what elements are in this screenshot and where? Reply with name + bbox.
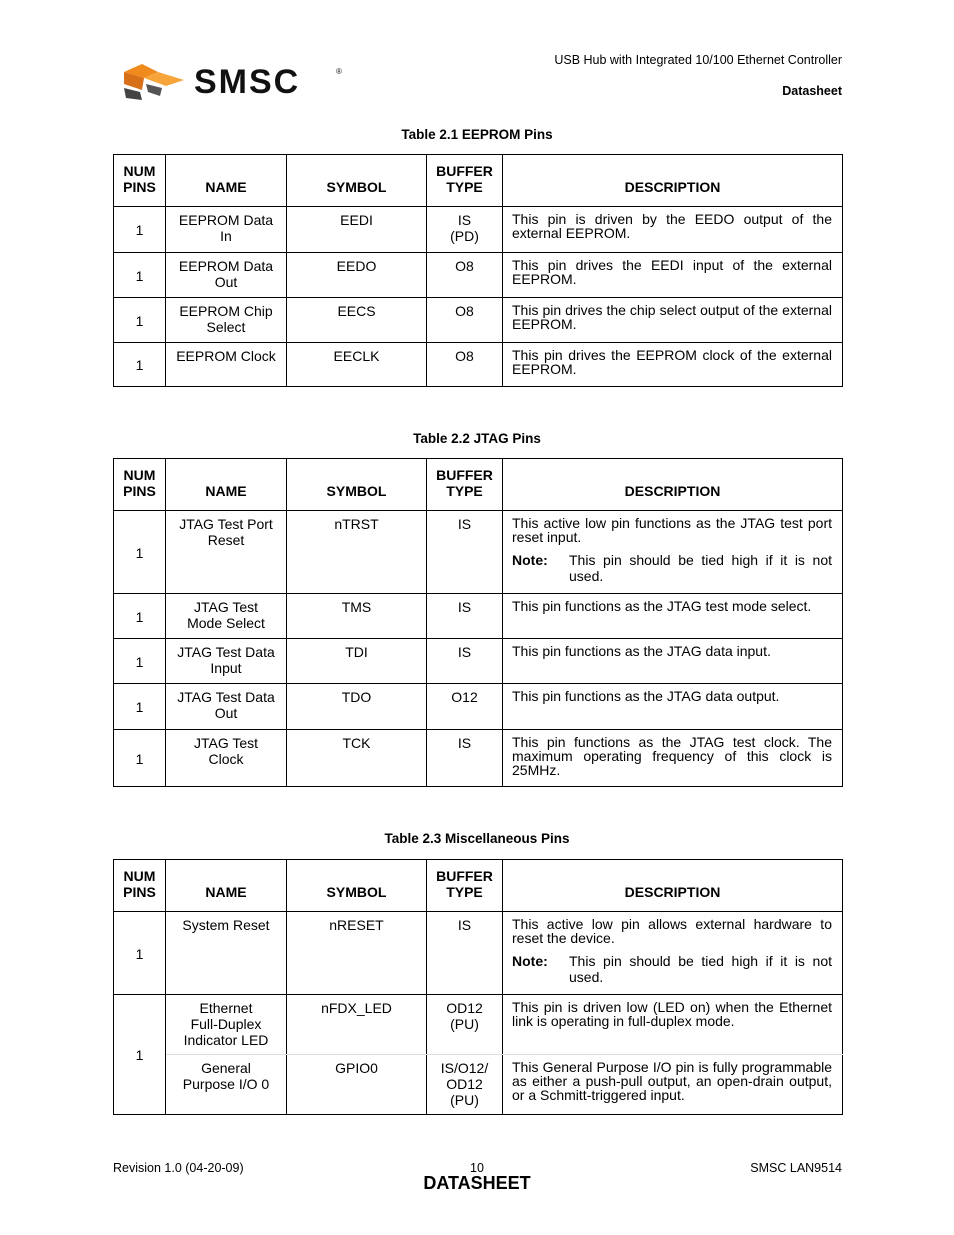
cell-buffer-type (427, 1055, 503, 1115)
cell-buffer-text: IS (457, 212, 472, 228)
cell-buffer-text: (PU) (450, 1016, 479, 1032)
table-caption: Table 2.3 Miscellaneous Pins (384, 831, 570, 846)
cell-symbol: GPIO0 (287, 1055, 427, 1115)
cell-name-text: Mode Select (187, 615, 265, 631)
col-header-num-pins (114, 459, 166, 511)
description-text: This pin drives the chip select output of the external EEPROM. (512, 302, 832, 332)
description-text: This pin functions as the JTAG test clock. The maximum operating frequency of this clock is 25MHz. (512, 734, 832, 778)
cell-buffer-type (427, 639, 503, 684)
eeprom-pins-table (113, 154, 843, 387)
cell-buffer-text: (PD) (450, 228, 479, 244)
description-text: This pin functions as the JTAG test mode select. (512, 598, 812, 614)
col-header-text: BUFFER (436, 868, 493, 884)
cell-num-pins: 1 (114, 639, 166, 684)
col-header-buffer-type (427, 860, 503, 912)
cell-name (166, 730, 287, 787)
cell-name (166, 594, 287, 639)
cell-num-pins: 1 (114, 207, 166, 253)
col-header-buffer-type (427, 155, 503, 207)
col-header-description: DESCRIPTION (503, 155, 843, 207)
col-header-symbol: SYMBOL (287, 459, 427, 511)
svg-text:®: ® (336, 67, 342, 76)
cell-buffer-type (427, 995, 503, 1055)
cell-name-text: Out (214, 705, 238, 721)
cell-num-pins: 1 (114, 730, 166, 787)
cell-name (166, 253, 287, 298)
col-header-description: DESCRIPTION (503, 860, 843, 912)
cell-name-text: EEPROM Chip (179, 303, 273, 319)
cell-name-text: System Reset (182, 917, 270, 933)
logo-text: SMSC (194, 63, 301, 101)
table-row (114, 343, 843, 387)
col-header-num-pins (114, 155, 166, 207)
col-header-text: PINS (123, 884, 156, 900)
cell-name (166, 1055, 287, 1115)
table-row (114, 730, 843, 787)
cell-description (503, 511, 843, 594)
description-text: This pin is driven by the EEDO output of the external EEPROM. (512, 211, 832, 241)
cell-description (503, 639, 843, 684)
col-header-symbol: SYMBOL (287, 860, 427, 912)
col-header-text: TYPE (446, 483, 483, 499)
table-row (114, 298, 843, 343)
description-text: This pin functions as the JTAG data output. (512, 688, 780, 704)
table-header-row (114, 459, 843, 511)
table-row (114, 1055, 843, 1115)
col-header-text: PINS (123, 179, 156, 195)
col-header-description: DESCRIPTION (503, 459, 843, 511)
col-header-name: NAME (166, 155, 287, 207)
cell-name-text: JTAG Test (193, 735, 259, 751)
cell-buffer-text: IS (457, 516, 472, 532)
cell-symbol: TDI (287, 639, 427, 684)
description-text: This General Purpose I/O pin is fully programmable as either a push-pull output, an open-drain output, or a Schmitt-triggered input. (512, 1059, 832, 1103)
cell-symbol: EECLK (287, 343, 427, 387)
col-header-text: NUM (123, 868, 156, 884)
table-row (114, 253, 843, 298)
cell-symbol: TMS (287, 594, 427, 639)
col-header-name: NAME (166, 459, 287, 511)
cell-buffer-text: OD12 (446, 1076, 483, 1092)
table-row (114, 684, 843, 730)
cell-name-text: Clock (208, 751, 244, 767)
footer-doc-name: SMSC LAN9514 (750, 1161, 842, 1175)
cell-description (503, 207, 843, 253)
cell-buffer-text: (PU) (450, 1092, 479, 1108)
cell-symbol: EEDI (287, 207, 427, 253)
cell-name-text: JTAG Test Data (177, 689, 275, 705)
description-text: This pin drives the EEDI input of the external EEPROM. (512, 257, 832, 287)
cell-name (166, 511, 287, 594)
table-caption: Table 2.2 JTAG Pins (413, 431, 541, 446)
cell-symbol: TDO (287, 684, 427, 730)
cell-name-text: Ethernet (199, 1000, 253, 1016)
cell-symbol: TCK (287, 730, 427, 787)
cell-buffer-type (427, 511, 503, 594)
footer-revision: Revision 1.0 (04-20-09) (113, 1161, 244, 1175)
cell-name-text: General (201, 1060, 251, 1076)
cell-name-text: Purpose I/O 0 (182, 1076, 270, 1092)
document-subtitle: Datasheet (782, 84, 842, 98)
col-header-text: NUM (123, 467, 156, 483)
col-header-text: BUFFER (436, 467, 493, 483)
description-text: This active low pin functions as the JTAG test port reset input. (512, 515, 832, 545)
cell-name-text: Out (214, 274, 238, 290)
cell-name (166, 912, 287, 995)
col-header-symbol: SYMBOL (287, 155, 427, 207)
table-caption: Table 2.1 EEPROM Pins (401, 127, 553, 142)
cell-name-text: Indicator LED (183, 1032, 269, 1048)
cell-buffer-type (427, 594, 503, 639)
cell-name (166, 639, 287, 684)
cell-name (166, 298, 287, 343)
note-label: Note: (512, 552, 548, 568)
col-header-num-pins (114, 860, 166, 912)
cell-name-text: Full-Duplex (190, 1016, 262, 1032)
cell-name-text: Reset (207, 532, 245, 548)
document-title: USB Hub with Integrated 10/100 Ethernet Controller (554, 53, 842, 67)
cell-name (166, 995, 287, 1055)
col-header-text: PINS (123, 483, 156, 499)
description-text: This pin drives the EEPROM clock of the external EEPROM. (512, 347, 832, 377)
cell-buffer-text: O12 (451, 689, 478, 705)
note-text: This pin should be tied high if it is not used. (569, 953, 832, 985)
cell-symbol: EEDO (287, 253, 427, 298)
cell-buffer-text: IS (457, 644, 472, 660)
cell-name-text: EEPROM Clock (176, 348, 276, 364)
cell-description (503, 684, 843, 730)
cell-buffer-text: O8 (455, 258, 474, 274)
cell-buffer-text: O8 (455, 303, 474, 319)
cell-name-text: EEPROM Data (178, 258, 274, 274)
cell-num-pins: 1 (114, 912, 166, 995)
cell-name (166, 207, 287, 253)
cell-buffer-text: IS (457, 599, 472, 615)
cell-name-text: JTAG Test Data (177, 644, 275, 660)
table-header-row (114, 155, 843, 207)
table-row (114, 511, 843, 594)
cell-buffer-type (427, 207, 503, 253)
footer-datasheet-label: DATASHEET (423, 1173, 531, 1193)
footer-page-number: 10 (470, 1161, 484, 1175)
cell-description (503, 298, 843, 343)
cell-name (166, 684, 287, 730)
cell-name-text: In (220, 228, 232, 244)
cell-description (503, 594, 843, 639)
cell-buffer-type (427, 253, 503, 298)
cell-name-text: Select (206, 319, 246, 335)
cell-description (503, 995, 843, 1055)
cell-buffer-type (427, 684, 503, 730)
cell-name (166, 343, 287, 387)
cell-symbol: nTRST (287, 511, 427, 594)
note-label: Note: (512, 953, 548, 969)
cell-description (503, 253, 843, 298)
table-row (114, 639, 843, 684)
table-row (114, 995, 843, 1055)
jtag-pins-table (113, 458, 843, 787)
cell-symbol: EECS (287, 298, 427, 343)
col-header-text: NUM (123, 163, 156, 179)
description-note (512, 552, 832, 584)
description-text: This pin functions as the JTAG data input. (512, 643, 771, 659)
cell-buffer-type (427, 730, 503, 787)
cell-num-pins: 1 (114, 343, 166, 387)
cell-buffer-type (427, 298, 503, 343)
description-note (512, 953, 832, 985)
cell-num-pins: 1 (114, 995, 166, 1115)
smsc-logo (122, 62, 352, 102)
cell-buffer-text: IS/O12/ (440, 1060, 489, 1076)
cell-buffer-type (427, 343, 503, 387)
misc-pins-table (113, 859, 843, 1115)
table-header-row (114, 860, 843, 912)
cell-description (503, 343, 843, 387)
table-row (114, 207, 843, 253)
description-text: This pin is driven low (LED on) when the Ethernet link is operating in full-duplex mode. (512, 999, 832, 1029)
cell-name-text: JTAG Test (193, 599, 259, 615)
cell-num-pins: 1 (114, 594, 166, 639)
cell-buffer-text: O8 (455, 348, 474, 364)
table-row (114, 912, 843, 995)
logo-mark-icon (124, 64, 184, 100)
cell-name-text: Input (210, 660, 242, 676)
col-header-text: TYPE (446, 884, 483, 900)
col-header-buffer-type (427, 459, 503, 511)
cell-num-pins: 1 (114, 298, 166, 343)
cell-description (503, 1055, 843, 1115)
cell-description (503, 912, 843, 995)
col-header-name: NAME (166, 860, 287, 912)
cell-symbol: nRESET (287, 912, 427, 995)
note-text: This pin should be tied high if it is not used. (569, 552, 832, 584)
cell-buffer-type (427, 912, 503, 995)
description-text: This active low pin allows external hardware to reset the device. (512, 916, 832, 946)
cell-buffer-text: IS (457, 735, 472, 751)
cell-num-pins: 1 (114, 253, 166, 298)
cell-buffer-text: IS (457, 917, 472, 933)
col-header-text: BUFFER (436, 163, 493, 179)
cell-buffer-text: OD12 (446, 1000, 483, 1016)
table-row (114, 594, 843, 639)
cell-name-text: JTAG Test Port (179, 516, 273, 532)
col-header-text: TYPE (446, 179, 483, 195)
cell-num-pins: 1 (114, 684, 166, 730)
cell-num-pins: 1 (114, 511, 166, 594)
cell-symbol: nFDX_LED (287, 995, 427, 1055)
cell-name-text: EEPROM Data (178, 212, 274, 228)
cell-description (503, 730, 843, 787)
